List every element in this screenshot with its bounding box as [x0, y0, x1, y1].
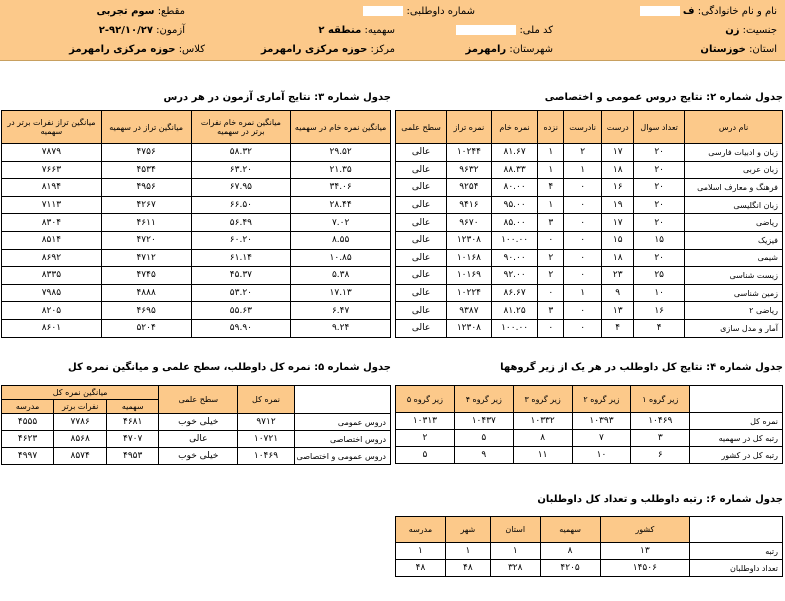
- table2-header-row: [396, 111, 783, 144]
- table6-row: [396, 543, 783, 560]
- table6-cell: ۱: [396, 543, 446, 560]
- table5-subheader: مدرسه: [2, 400, 54, 414]
- table6-cell: ۳۲۸: [490, 560, 540, 577]
- table3-cell: ۵۹.۹۰: [191, 319, 291, 337]
- table3-cell: ۲۸.۴۴: [291, 196, 391, 214]
- table3-cell: ۷.۰۲: [291, 214, 391, 232]
- table4-cell: ۱۰۳۳۲: [513, 413, 572, 430]
- table2-cell: ۰: [564, 249, 602, 267]
- table2-cell: ۹۰.۰۰: [491, 249, 538, 267]
- table6-header: مدرسه: [396, 517, 446, 543]
- table3-row: [2, 161, 391, 179]
- table2-cell: عالی: [396, 214, 447, 232]
- table2-cell: ۲۰: [634, 161, 685, 179]
- province-field: استان: خوزستان: [700, 44, 777, 55]
- table4-cell: ۵: [454, 430, 513, 447]
- table2-cell: زبان انگلیسی: [685, 196, 783, 214]
- table3-cell: ۸۳۳۵: [2, 267, 102, 285]
- table2-cell: عالی: [396, 144, 447, 162]
- table3-cell: ۲۱.۳۵: [291, 161, 391, 179]
- table2-cell: ۱۲۳۰۸: [447, 231, 492, 249]
- table2-cell: ۱۵: [602, 231, 634, 249]
- gender-field: جنسیت: زن: [725, 25, 777, 36]
- table3-title: جدول شماره ۳: نتایج آماری آزمون در هر درس: [163, 92, 391, 103]
- table2-cell: ۹۶۳۲: [447, 161, 492, 179]
- table2-cell: ۲۰: [634, 179, 685, 197]
- table2-row: [396, 267, 783, 285]
- table2-cell: ۱۷: [602, 214, 634, 232]
- table2-cell: آمار و مدل سازی: [685, 319, 783, 337]
- table2-cell: ۱۹: [602, 196, 634, 214]
- table5-cell: خیلی خوب: [159, 448, 238, 465]
- table2-cell: ۰: [564, 196, 602, 214]
- table2-cell: ۸۸.۳۳: [491, 161, 538, 179]
- table2-cell: عالی: [396, 249, 447, 267]
- table4-header: زیر گروه ۱: [631, 386, 690, 413]
- table3-header: میانگین نمره خام در سهمیه: [291, 111, 391, 144]
- table5-cell: ۸۵۶۸: [54, 431, 107, 448]
- table5-row: [2, 431, 391, 448]
- table6-cell: تعداد داوطلبان: [690, 560, 783, 577]
- table5-cell: ۴۶۲۳: [2, 431, 54, 448]
- table3-cell: ۵۲۰۴: [101, 319, 191, 337]
- table2-cell: ۴: [634, 319, 685, 337]
- table4-cell: ۱۰۴۶۹: [631, 413, 690, 430]
- table2-cell: فرهنگ و معارف اسلامی: [685, 179, 783, 197]
- table4-header: [690, 386, 783, 413]
- table3-row: [2, 231, 391, 249]
- table2-cell: ۱۸: [602, 249, 634, 267]
- table3-cell: ۴۷۴۵: [101, 267, 191, 285]
- table3-cell: ۴۶۹۵: [101, 302, 191, 320]
- exam-field: آزمون: ۹۲/۱۰/۲۷-۲: [98, 25, 185, 36]
- table6-cell: رتبه: [690, 543, 783, 560]
- table5-cell: ۷۷۸۶: [54, 414, 107, 431]
- table5-cell: ۸۵۷۴: [54, 448, 107, 465]
- table2-cell: عالی: [396, 302, 447, 320]
- table3-row: [2, 267, 391, 285]
- table4-row: [396, 413, 783, 430]
- table3-cell: ۸۵۱۴: [2, 231, 102, 249]
- table4-cell: ۳: [631, 430, 690, 447]
- table2-cell: ۰: [538, 319, 564, 337]
- table6-header-row: [396, 517, 783, 543]
- student-info-header: [0, 0, 785, 61]
- table2-cell: زیست شناسی: [685, 267, 783, 285]
- table2-cell: زبان عربی: [685, 161, 783, 179]
- table2-row: [396, 249, 783, 267]
- table5-cell: ۱۰۷۲۱: [238, 431, 294, 448]
- city-field: شهرستان: رامهرمز: [465, 44, 553, 55]
- table6-cell: ۱: [445, 543, 490, 560]
- table4-cell: ۱۰۳۱۳: [396, 413, 455, 430]
- table3-row: [2, 144, 391, 162]
- table2-header: تعداد سوال: [634, 111, 685, 144]
- table3-header: میانگین تراز در سهمیه: [101, 111, 191, 144]
- table5-row: [2, 414, 391, 431]
- table3-cell: ۴۹۵۶: [101, 179, 191, 197]
- table2-cell: ۹۲۵۴: [447, 179, 492, 197]
- table2-cell: ۱۷: [602, 144, 634, 162]
- level-field: مقطع: سوم تجربی: [96, 6, 185, 17]
- table3-cell: ۸۳۰۴: [2, 214, 102, 232]
- name-field: نام و نام خانوادگی: ف: [637, 6, 777, 17]
- table2-cell: ۱۶: [634, 302, 685, 320]
- table2-cell: ۲۰: [634, 249, 685, 267]
- table4-cell: ۲: [396, 430, 455, 447]
- table3-row: [2, 196, 391, 214]
- quota-field: سهمیه: منطقه ۲: [318, 25, 395, 36]
- table4-header: زیر گروه ۵: [396, 386, 455, 413]
- table4-header: زیر گروه ۳: [513, 386, 572, 413]
- table5-header: [294, 386, 390, 414]
- table2-cell: ۱۰۲۴۴: [447, 144, 492, 162]
- table6-cell: ۱۳: [600, 543, 690, 560]
- table2-cell: ۸۱.۲۵: [491, 302, 538, 320]
- table6-header: شهر: [445, 517, 490, 543]
- table3-row: [2, 284, 391, 302]
- table2-cell: ۱: [564, 284, 602, 302]
- table3-cell: ۴۶۱۱: [101, 214, 191, 232]
- table4-cell: ۱۰۴۳۷: [454, 413, 513, 430]
- table2-row: [396, 231, 783, 249]
- table3-cell: ۵۳.۲۰: [191, 284, 291, 302]
- table2-cell: ۱: [538, 161, 564, 179]
- table4-cell: ۹: [454, 447, 513, 464]
- table5-cell: دروس عمومی و اختصاصی: [294, 448, 390, 465]
- table2-cell: زبان و ادبیات فارسی: [685, 144, 783, 162]
- table3-cell: ۴۷۱۲: [101, 249, 191, 267]
- table2-row: [396, 302, 783, 320]
- table6-row: [396, 560, 783, 577]
- table3-cell: ۸۱۹۴: [2, 179, 102, 197]
- table2-title: جدول شماره ۲: نتایج دروس عمومی و اختصاصی: [544, 92, 783, 103]
- table2-cell: ۸۶.۶۷: [491, 284, 538, 302]
- table2-row: [396, 196, 783, 214]
- center-field: مرکز: حوزه مرکزی رامهرمز: [260, 44, 395, 55]
- table2-header: نادرست: [564, 111, 602, 144]
- table2-cell: ۸۱.۶۷: [491, 144, 538, 162]
- table2-cell: عالی: [396, 284, 447, 302]
- table2-cell: عالی: [396, 319, 447, 337]
- table6-cell: ۱۴۵۰۶: [600, 560, 690, 577]
- table2-cell: ۱: [538, 144, 564, 162]
- table2-cell: ۸۵.۰۰: [491, 214, 538, 232]
- table3-row: [2, 214, 391, 232]
- table2-cell: ریاضی: [685, 214, 783, 232]
- table2-cell: ۱۳: [602, 302, 634, 320]
- table3-cell: ۸۲۰۵: [2, 302, 102, 320]
- table5-cell: ۴۶۸۱: [107, 414, 159, 431]
- table2-row: [396, 319, 783, 337]
- table3-cell: ۱۰.۸۵: [291, 249, 391, 267]
- table2-header: نمره خام: [491, 111, 538, 144]
- table6-header: کشور: [600, 517, 690, 543]
- table3-cell: ۶۷.۹۵: [191, 179, 291, 197]
- table3-cell: ۸۶۹۲: [2, 249, 102, 267]
- table3-cell: ۶۶.۵۰: [191, 196, 291, 214]
- table3-cell: ۴۵.۳۷: [191, 267, 291, 285]
- table3-cell: ۶۳.۲۰: [191, 161, 291, 179]
- table2-row: [396, 161, 783, 179]
- table2-cell: ۱۰۲۲۴: [447, 284, 492, 302]
- table2-cell: ۲۵: [634, 267, 685, 285]
- table3-cell: ۱۷.۱۳: [291, 284, 391, 302]
- table2-course-results: [395, 110, 783, 338]
- table2-cell: ۹۵.۰۰: [491, 196, 538, 214]
- table4-cell: رتبه کل در کشور: [690, 447, 783, 464]
- table5-header-row: [2, 386, 391, 400]
- table3-cell: ۶.۴۷: [291, 302, 391, 320]
- table2-cell: ۹: [602, 284, 634, 302]
- table2-cell: ۹۳۸۷: [447, 302, 492, 320]
- table3-cell: ۴۲۶۷: [101, 196, 191, 214]
- table4-cell: ۵: [396, 447, 455, 464]
- table3-row: [2, 249, 391, 267]
- table5-subheader: نفرات برتر: [54, 400, 107, 414]
- table6-cell: ۴۸: [396, 560, 446, 577]
- table3-cell: ۷۸۷۹: [2, 144, 102, 162]
- table5-cell: دروس اختصاصی: [294, 431, 390, 448]
- table4-header: زیر گروه ۴: [454, 386, 513, 413]
- table2-cell: ۱۰۰.۰۰: [491, 319, 538, 337]
- table2-row: [396, 179, 783, 197]
- table2-cell: عالی: [396, 196, 447, 214]
- table3-cell: ۵.۳۸: [291, 267, 391, 285]
- table2-cell: عالی: [396, 231, 447, 249]
- table2-cell: ریاضی ۲: [685, 302, 783, 320]
- table3-row: [2, 179, 391, 197]
- table3-row: [2, 319, 391, 337]
- table2-row: [396, 214, 783, 232]
- table3-cell: ۵۶.۴۹: [191, 214, 291, 232]
- table2-cell: ۲۰: [634, 144, 685, 162]
- table3-cell: ۳۴.۰۶: [291, 179, 391, 197]
- table2-cell: ۹۴۱۶: [447, 196, 492, 214]
- table5-cell: عالی: [159, 431, 238, 448]
- table2-cell: ۱۰۰.۰۰: [491, 231, 538, 249]
- table5-cell: ۴۵۵۵: [2, 414, 54, 431]
- table6-header: سهمیه: [540, 517, 600, 543]
- table4-row: [396, 447, 783, 464]
- table5-cell: ۴۹۹۷: [2, 448, 54, 465]
- table2-cell: ۰: [564, 231, 602, 249]
- table2-header: درست: [602, 111, 634, 144]
- table2-cell: ۹۶۷۰: [447, 214, 492, 232]
- redacted-national-code: [456, 25, 516, 35]
- table2-cell: ۲۰: [634, 214, 685, 232]
- national-code-field: کد ملی:: [453, 25, 553, 36]
- table2-cell: ۳: [538, 214, 564, 232]
- table2-cell: ۰: [564, 214, 602, 232]
- table3-cell: ۷۱۱۳: [2, 196, 102, 214]
- table3-cell: ۶۱.۱۴: [191, 249, 291, 267]
- table2-cell: شیمی: [685, 249, 783, 267]
- table2-cell: ۰: [564, 319, 602, 337]
- table2-cell: فیزیک: [685, 231, 783, 249]
- table2-cell: زمین شناسی: [685, 284, 783, 302]
- table6-cell: ۱: [490, 543, 540, 560]
- table2-cell: ۱۰۱۶۸: [447, 249, 492, 267]
- table4-cell: ۱۰۳۹۳: [572, 413, 631, 430]
- table5-cell: دروس عمومی: [294, 414, 390, 431]
- table2-cell: ۱۸: [602, 161, 634, 179]
- table6-ranks: [395, 516, 783, 577]
- table3-cell: ۹.۲۴: [291, 319, 391, 337]
- table2-cell: ۱۵: [634, 231, 685, 249]
- table5-subheader: سهمیه: [107, 400, 159, 414]
- table2-cell: ۲: [564, 144, 602, 162]
- table5-header: میانگین نمره کل: [2, 386, 159, 400]
- table6-header: استان: [490, 517, 540, 543]
- table5-cell: ۴۷۰۷: [107, 431, 159, 448]
- table6-cell: ۴۲۰۵: [540, 560, 600, 577]
- id-field: شماره داوطلبی:: [360, 6, 475, 17]
- table2-cell: ۳: [538, 302, 564, 320]
- table2-cell: ۴: [602, 319, 634, 337]
- table2-cell: عالی: [396, 161, 447, 179]
- table4-subgroups: [395, 385, 783, 464]
- table5-row: [2, 448, 391, 465]
- table4-header: زیر گروه ۲: [572, 386, 631, 413]
- table3-header: میانگین تراز نفرات برتر در سهمیه: [2, 111, 102, 144]
- table3-cell: ۸.۵۵: [291, 231, 391, 249]
- table3-cell: ۸۶۰۱: [2, 319, 102, 337]
- redacted-id: [363, 6, 403, 16]
- table2-cell: ۰: [564, 179, 602, 197]
- table2-header: سطح علمی: [396, 111, 447, 144]
- table2-cell: ۱۰۱۶۹: [447, 267, 492, 285]
- table3-header-row: [2, 111, 391, 144]
- table4-cell: ۶: [631, 447, 690, 464]
- table2-cell: ۴: [538, 179, 564, 197]
- table6-header: [690, 517, 783, 543]
- table4-header-row: [396, 386, 783, 413]
- table3-cell: ۷۹۸۵: [2, 284, 102, 302]
- redacted-name: [640, 6, 680, 16]
- table6-cell: ۴۸: [445, 560, 490, 577]
- table2-cell: ۲۳: [602, 267, 634, 285]
- table4-cell: رتبه کل در سهمیه: [690, 430, 783, 447]
- table2-cell: ۱۶: [602, 179, 634, 197]
- table4-title: جدول شماره ۴: نتایج کل داوطلب در هر یک از زیر گروهها: [500, 362, 783, 373]
- table2-cell: ۰: [564, 302, 602, 320]
- table3-cell: ۴۷۵۶: [101, 144, 191, 162]
- table2-header: نزده: [538, 111, 564, 144]
- table6-title: جدول شماره ۶: رتبه داوطلب و تعداد کل داوطلبان: [537, 494, 783, 505]
- table2-header: نام درس: [685, 111, 783, 144]
- table5-cell: ۴۹۵۳: [107, 448, 159, 465]
- table2-header: نمره تراز: [447, 111, 492, 144]
- table3-cell: ۴۸۸۸: [101, 284, 191, 302]
- table2-cell: ۲۰: [634, 196, 685, 214]
- table2-cell: ۰: [538, 284, 564, 302]
- table2-cell: عالی: [396, 267, 447, 285]
- table5-header: سطح علمی: [159, 386, 238, 414]
- table5-title: جدول شماره ۵: نمره کل داوطلب، سطح علمی و میانگین نمره کل: [68, 362, 391, 373]
- table6-cell: ۸: [540, 543, 600, 560]
- table4-cell: نمره کل: [690, 413, 783, 430]
- table3-row: [2, 302, 391, 320]
- table4-cell: ۷: [572, 430, 631, 447]
- table3-cell: ۴۵۳۴: [101, 161, 191, 179]
- table3-cell: ۷۶۶۳: [2, 161, 102, 179]
- table4-cell: ۱۰: [572, 447, 631, 464]
- table3-cell: ۵۵.۶۳: [191, 302, 291, 320]
- table2-cell: ۹۲.۰۰: [491, 267, 538, 285]
- table5-total-score: [1, 385, 391, 465]
- table5-cell: خیلی خوب: [159, 414, 238, 431]
- table3-cell: ۲۹.۵۲: [291, 144, 391, 162]
- table2-cell: ۱: [538, 196, 564, 214]
- table3-header: میانگین نمره خام نفرات برتر در سهمیه: [191, 111, 291, 144]
- table2-cell: ۰: [564, 267, 602, 285]
- table2-cell: ۰: [538, 231, 564, 249]
- table4-cell: ۱۱: [513, 447, 572, 464]
- table2-row: [396, 284, 783, 302]
- table4-cell: ۸: [513, 430, 572, 447]
- table2-cell: ۲: [538, 267, 564, 285]
- table2-cell: ۱: [564, 161, 602, 179]
- table5-cell: ۱۰۴۶۹: [238, 448, 294, 465]
- table5-header: نمره کل: [238, 386, 294, 414]
- table5-cell: ۹۷۱۲: [238, 414, 294, 431]
- table2-cell: ۲: [538, 249, 564, 267]
- table4-row: [396, 430, 783, 447]
- table2-cell: ۱۲۳۰۸: [447, 319, 492, 337]
- class-field: کلاس: حوزه مرکزی رامهرمز: [69, 44, 205, 55]
- table3-cell: ۵۸.۳۲: [191, 144, 291, 162]
- table3-cell: ۶۰.۲۰: [191, 231, 291, 249]
- table2-row: [396, 144, 783, 162]
- table2-cell: ۱۰: [634, 284, 685, 302]
- table3-cell: ۴۷۲۰: [101, 231, 191, 249]
- table2-cell: عالی: [396, 179, 447, 197]
- table3-statistics: [1, 110, 391, 338]
- table2-cell: ۸۰.۰۰: [491, 179, 538, 197]
